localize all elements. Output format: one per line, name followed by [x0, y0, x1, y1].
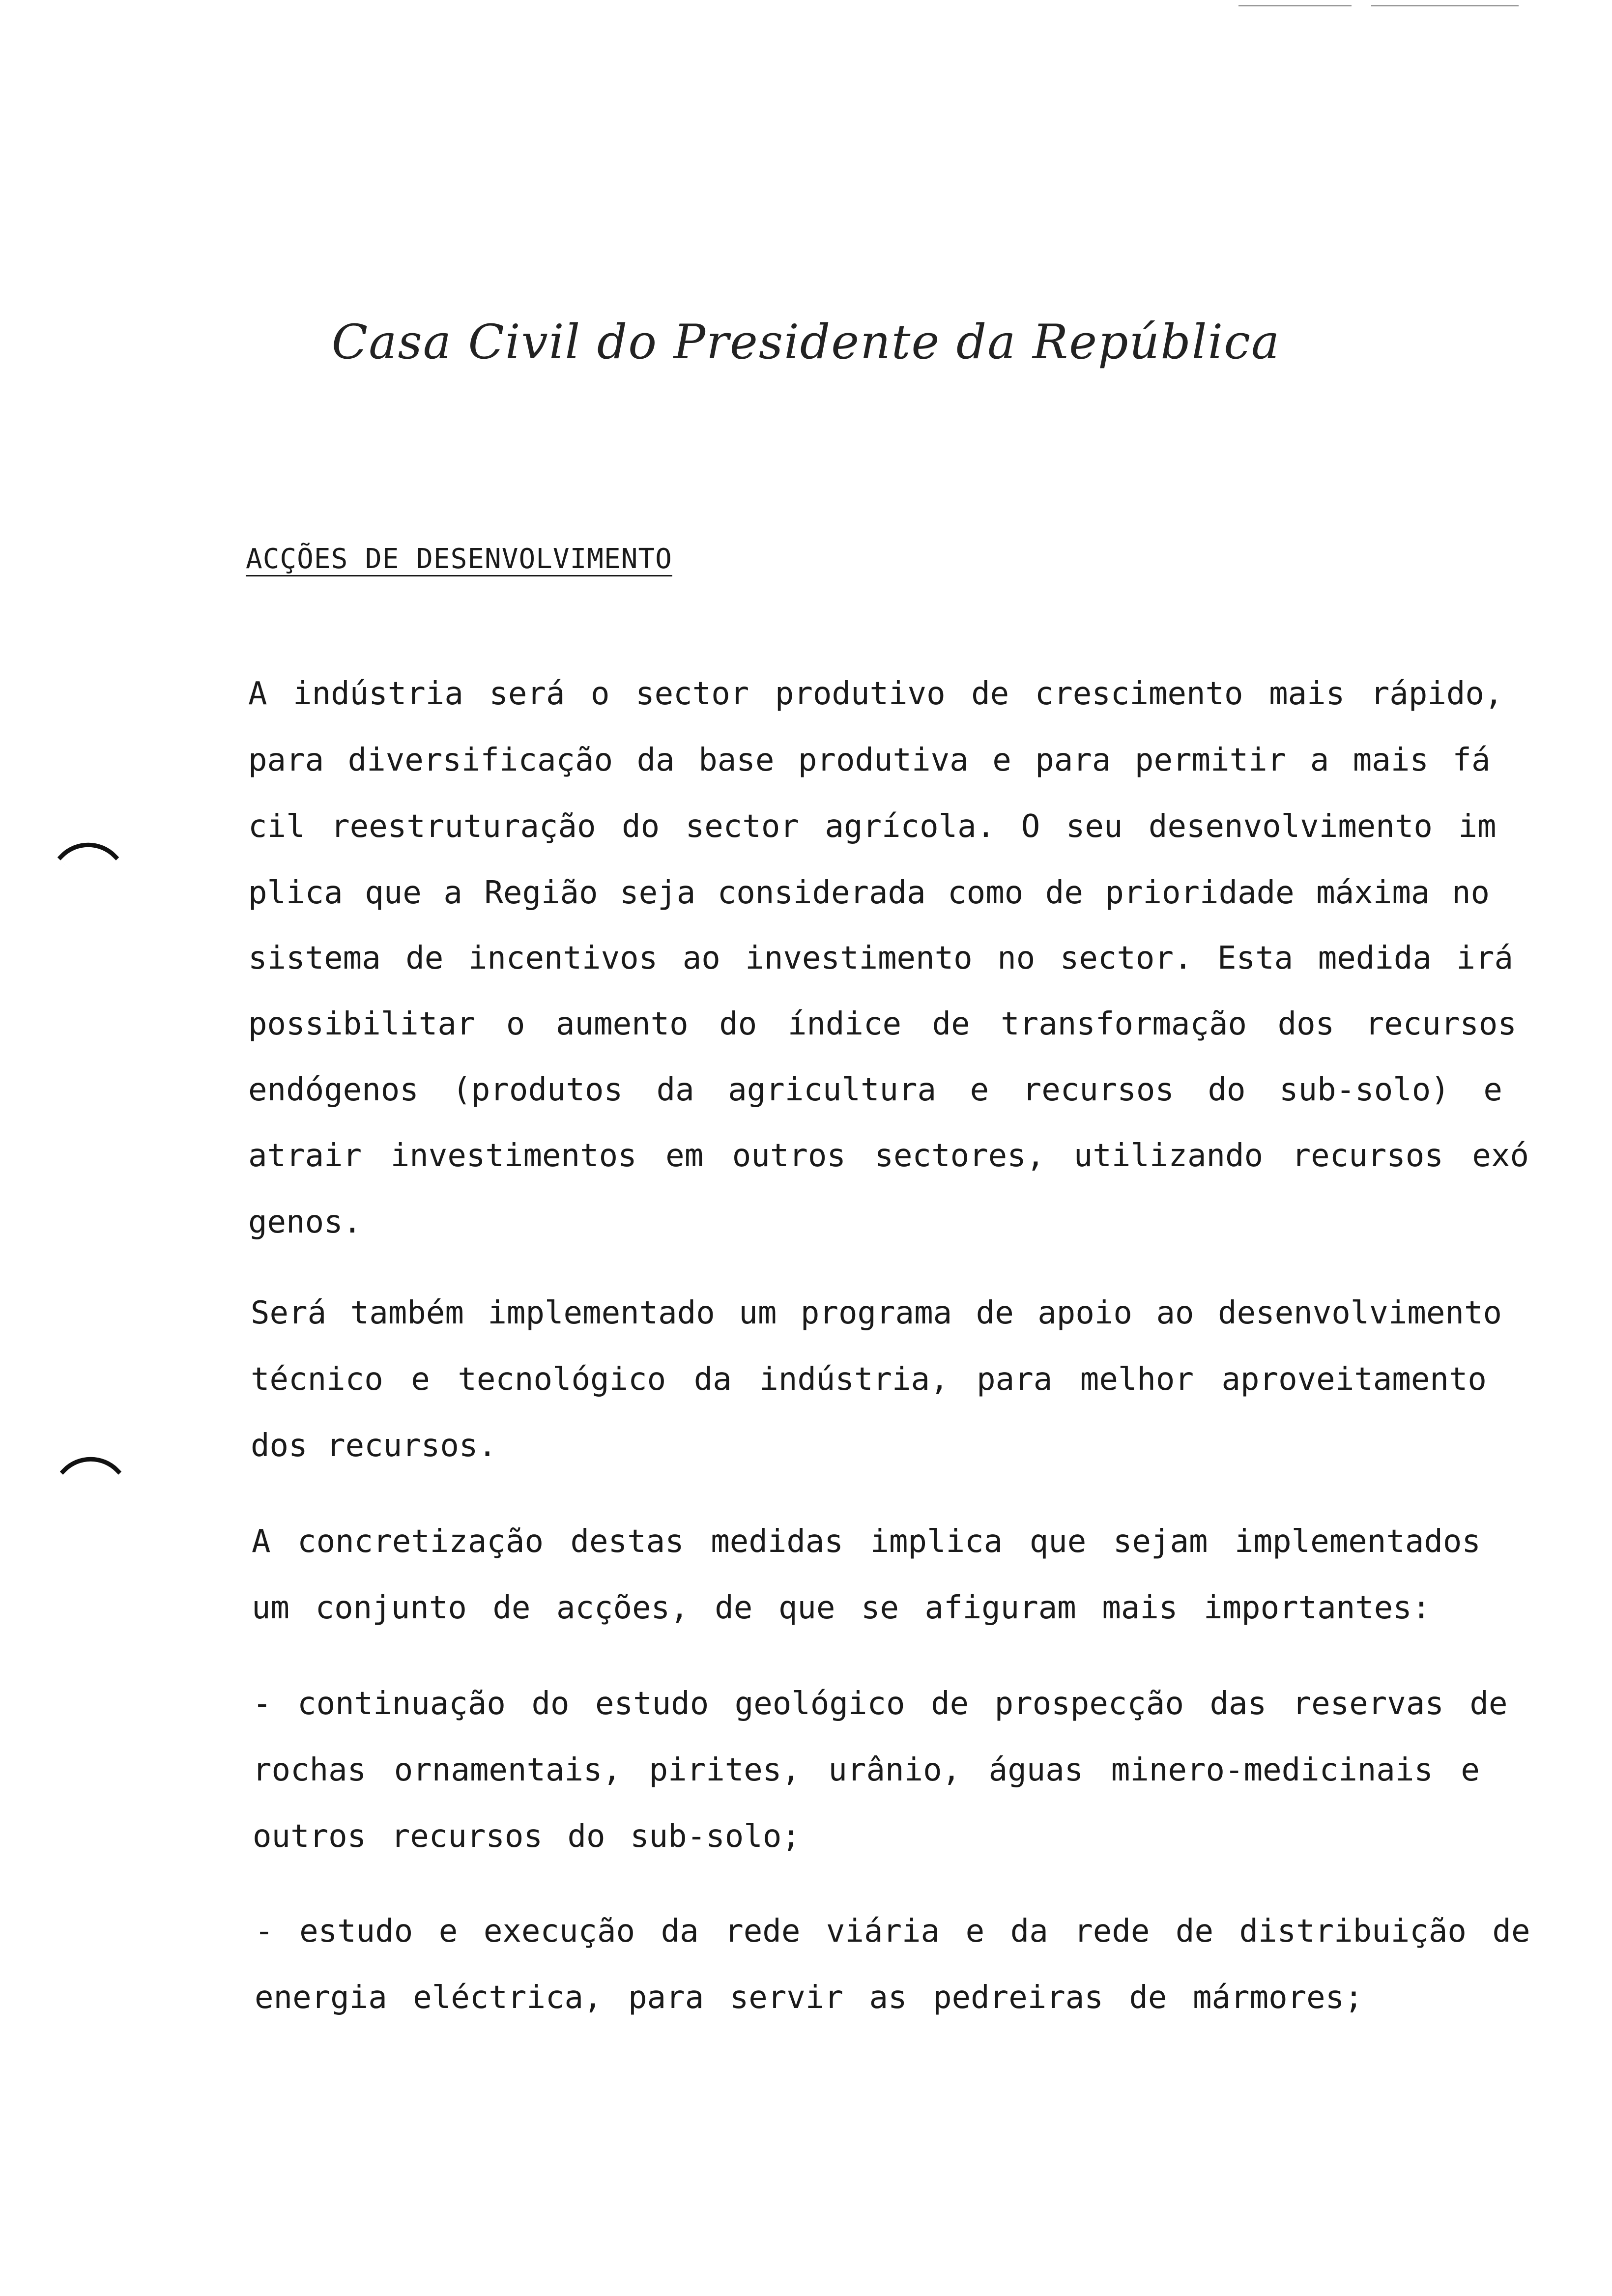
- list-item-line: energia eléctrica, para servir as pedreiras de mármores;: [255, 1980, 1363, 2016]
- list-item-line: outros recursos do sub-solo;: [253, 1818, 801, 1855]
- list-item-line: - continuação do estudo geológico de prospecção das reservas de: [253, 1686, 1508, 1722]
- list-item-line: - estudo e execução da rede viária e da rede de distribuição de: [255, 1913, 1530, 1950]
- hole-punch-mark: [60, 1441, 122, 1503]
- text-line: um conjunto de acções, de que se afiguram mais importantes:: [252, 1590, 1431, 1626]
- list-item-line: rochas ornamentais, pirites, urânio, águas minero-medicinais e: [253, 1752, 1480, 1788]
- text-line: plica que a Região seja considerada como de prioridade máxima no: [248, 875, 1490, 911]
- text-line: endógenos (produtos da agricultura e recursos do sub-solo) e: [248, 1072, 1502, 1108]
- text-line: genos.: [248, 1204, 362, 1240]
- scan-edge-rule: [1238, 5, 1352, 6]
- text-line: dos recursos.: [251, 1428, 497, 1464]
- section-heading: ACÇÕES DE DESENVOLVIMENTO: [246, 543, 672, 575]
- text-line: A concretização destas medidas implica que sejam implementados: [252, 1523, 1481, 1560]
- text-line: técnico e tecnológico da indústria, para melhor aproveitamento: [251, 1361, 1487, 1398]
- text-line: possibilitar o aumento do índice de transformação dos recursos: [248, 1006, 1517, 1042]
- text-line: para diversificação da base produtiva e para permitir a mais fá: [248, 742, 1491, 778]
- letterhead: Casa Civil do Presidente da República: [331, 315, 1281, 370]
- text-line: atrair investimentos em outros sectores, utilizando recursos exó: [248, 1138, 1529, 1174]
- scan-edge-rule: [1371, 5, 1519, 6]
- text-line: cil reestruturação do sector agrícola. O seu desenvolvimento im: [248, 808, 1497, 845]
- text-line: A indústria será o sector produtivo de crescimento mais rápido,: [248, 676, 1503, 712]
- text-line: sistema de incentivos ao investimento no sector. Esta medida irá: [248, 940, 1513, 976]
- hole-punch-mark: [58, 827, 119, 889]
- text-line: Será também implementado um programa de apoio ao desenvolvimento: [251, 1295, 1502, 1331]
